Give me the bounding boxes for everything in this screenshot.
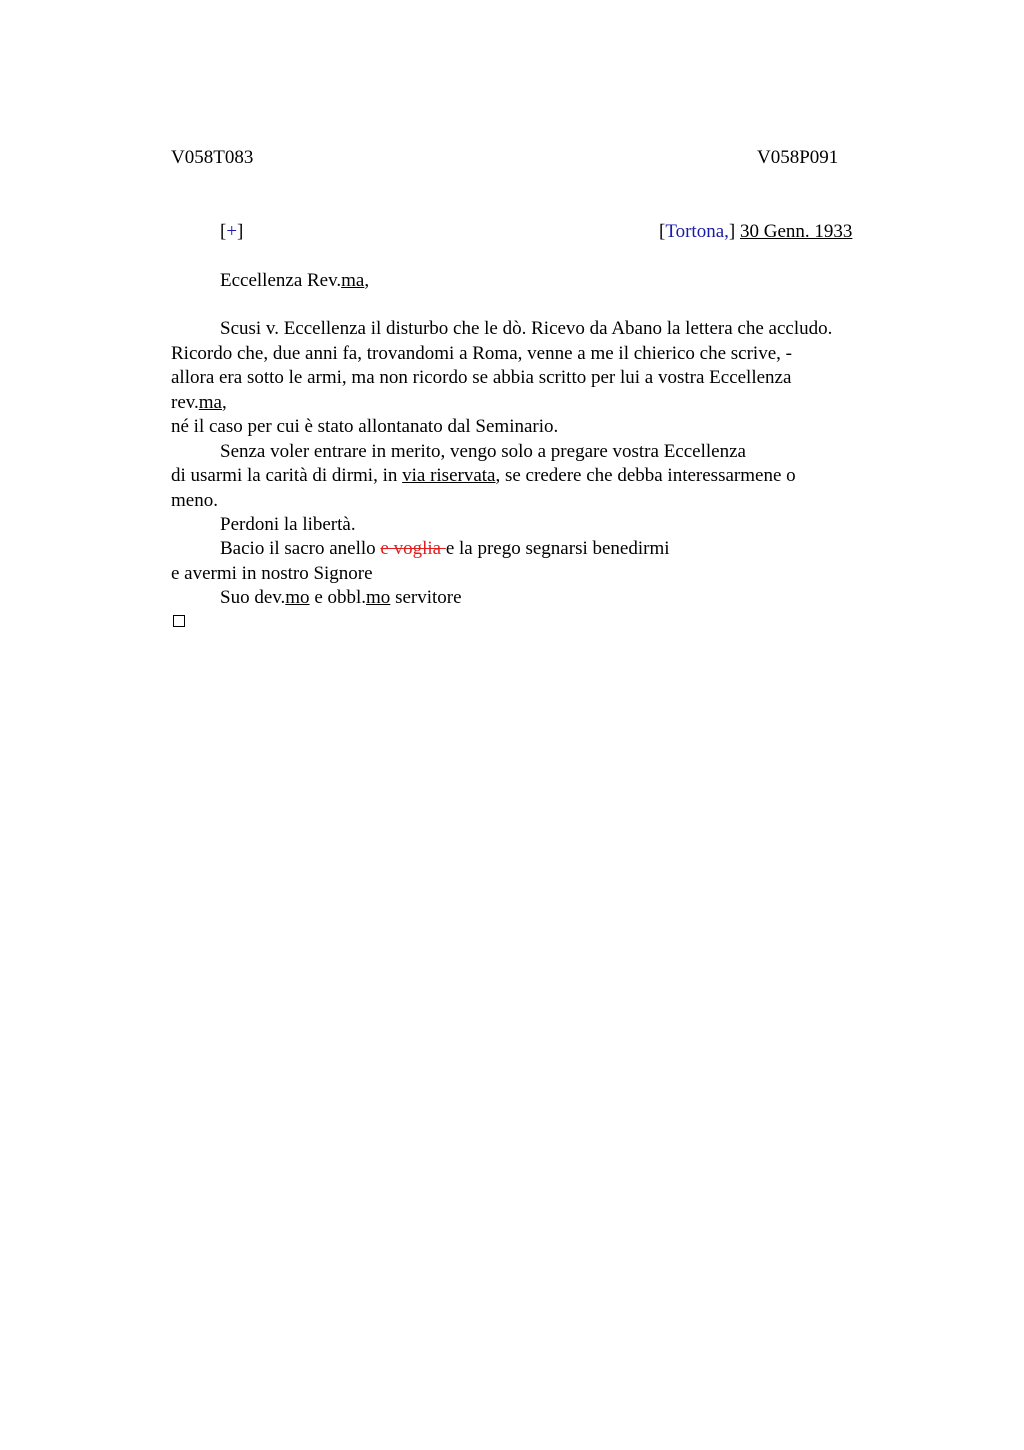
body-line-4-post: , — [222, 392, 227, 413]
closing-post: servitore — [390, 587, 462, 608]
body-line-11: e avermi in nostro Signore — [171, 563, 373, 584]
body-line-5: né il caso per cui è stato allontanato dal Seminario. — [171, 416, 559, 437]
body-line-10-post: e la prego segnarsi benedirmi — [445, 538, 670, 559]
cross-mark — [220, 220, 243, 244]
bracket-close: ] — [237, 221, 244, 242]
closing-pre: Suo dev. — [220, 587, 286, 608]
place-name: Tortona, — [665, 221, 729, 242]
closing-mid: e obbl. — [309, 587, 367, 608]
document-code-right: V058P091 — [757, 147, 839, 168]
body-line-10 — [220, 537, 670, 561]
body-line-4-abbr: ma — [198, 392, 222, 413]
body-line-7-post: , se credere che debba interessarmene o — [495, 465, 796, 486]
deleted-text: e voglia — [380, 538, 446, 559]
document-code-left: V058T083 — [171, 147, 254, 168]
closing-line — [220, 586, 462, 610]
closing-abbr-2: mo — [366, 587, 391, 608]
place-bracket-close: ] — [728, 221, 736, 242]
body-line-10-pre: Bacio il sacro anello — [220, 538, 381, 559]
body-line-7-underlined: via riservata — [402, 465, 496, 486]
salutation-abbr: ma — [341, 270, 365, 291]
body-line-9: Perdoni la libertà. — [220, 514, 356, 535]
salutation-tail: , — [364, 270, 370, 291]
salutation-text: Eccellenza Rev. — [220, 270, 342, 291]
salutation — [220, 269, 369, 293]
letter-date: 30 Genn. 1933 — [739, 221, 853, 242]
body-line-8: meno. — [171, 490, 218, 511]
body-line-3: allora era sotto le armi, ma non ricordo se abbia scritto per lui a vostra Eccellenza — [171, 367, 792, 388]
body-line-7-pre: di usarmi la carità di dirmi, in — [171, 465, 403, 486]
body-line-1: Scusi v. Eccellenza il disturbo che le dò. Ricevo da Abano la lettera che accludo. — [220, 318, 833, 339]
body-line-2: Ricordo che, due anni fa, trovandomi a Roma, venne a me il chierico che scrive, - — [171, 343, 792, 364]
body-line-7 — [171, 464, 796, 488]
body-line-6: Senza voler entrare in merito, vengo solo a pregare vostra Eccellenza — [220, 441, 746, 462]
bracket-open: [ — [220, 221, 227, 242]
closing-abbr-1: mo — [285, 587, 310, 608]
body-line-4-pre: rev. — [171, 392, 199, 413]
place-date — [659, 220, 852, 244]
body-line-4 — [171, 391, 227, 415]
cross-symbol: + — [226, 221, 238, 242]
place-bracket-open: [ — [659, 221, 666, 242]
checkbox-icon[interactable] — [173, 615, 185, 627]
